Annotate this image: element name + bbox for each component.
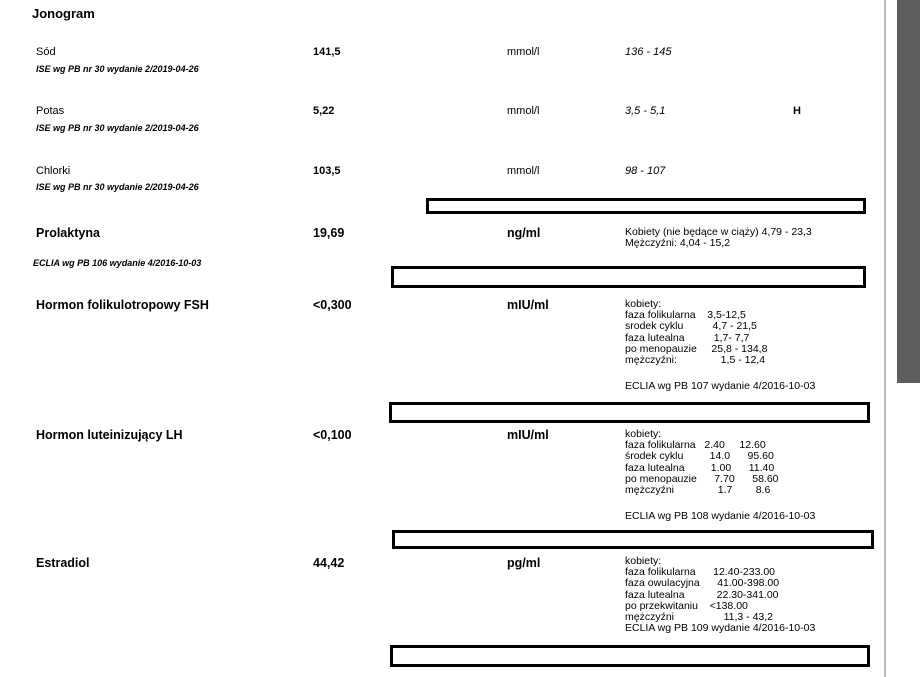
test-ref-fsh: kobiety: faza folikularna 3,5-12,5 srodek cyklu 4,7 - 21,5 faza lutealna 1,7- 7,7 po menopauzie 25,8 - 134,8 mężczyźni: 1,5 - 12,4 xyxy=(625,298,768,367)
test-ref-chlorki: 98 - 107 xyxy=(625,165,666,177)
test-value-fsh: <0,300 xyxy=(313,298,352,312)
test-name-lh: Hormon luteinizujący LH xyxy=(36,428,183,442)
test-unit-sod: mmol/l xyxy=(507,46,540,58)
test-unit-estradiol: pg/ml xyxy=(507,556,541,570)
test-unit-prolaktyna: ng/ml xyxy=(507,226,541,240)
test-name-sod: Sód xyxy=(36,46,56,58)
test-value-prolaktyna: 19,69 xyxy=(313,226,345,240)
test-unit-potas: mmol/l xyxy=(507,105,540,117)
test-ref-prolaktyna: Kobiety (nie będące w ciąży) 4,79 - 23,3 Mężczyźni: 4,04 - 15,2 xyxy=(625,226,812,250)
test-method-chlorki: ISE wg PB nr 30 wydanie 2/2019-04-26 xyxy=(36,182,199,192)
test-value-potas: 5,22 xyxy=(313,105,335,117)
test-unit-chlorki: mmol/l xyxy=(507,165,540,177)
test-method-lh: ECLIA wg PB 108 wydanie 4/2016-10-03 xyxy=(625,510,816,522)
test-value-estradiol: 44,42 xyxy=(313,556,345,570)
test-method-potas: ISE wg PB nr 30 wydanie 2/2019-04-26 xyxy=(36,123,199,133)
redaction-box xyxy=(391,266,866,288)
test-value-lh: <0,100 xyxy=(313,428,352,442)
test-name-chlorki: Chlorki xyxy=(36,165,71,177)
test-name-fsh: Hormon folikulotropowy FSH xyxy=(36,298,209,312)
test-ref-lh: kobiety: faza folikularna 2.40 12.60 środek cyklu 14.0 95.60 faza lutealna 1.00 11.40 po menopauzie 7.70 58.60 mężczyźni 1.7 8.6 xyxy=(625,428,779,497)
vertical-scrollbar-thumb[interactable] xyxy=(897,0,920,383)
test-ref-potas: 3,5 - 5,1 xyxy=(625,105,666,117)
test-method-fsh: ECLIA wg PB 107 wydanie 4/2016-10-03 xyxy=(625,380,816,392)
test-name-estradiol: Estradiol xyxy=(36,556,90,570)
test-name-potas: Potas xyxy=(36,105,65,117)
test-unit-fsh: mIU/ml xyxy=(507,298,549,312)
redaction-box xyxy=(389,402,870,423)
test-method-prolaktyna: ECLIA wg PB 106 wydanie 4/2016-10-03 xyxy=(33,258,202,268)
test-value-sod: 141,5 xyxy=(313,46,341,58)
redaction-box xyxy=(390,645,870,667)
test-name-prolaktyna: Prolaktyna xyxy=(36,226,100,240)
redaction-box xyxy=(392,530,874,549)
section-title: Jonogram xyxy=(32,6,95,21)
test-unit-lh: mIU/ml xyxy=(507,428,549,442)
redaction-box xyxy=(426,198,866,214)
test-ref-sod: 136 - 145 xyxy=(625,46,672,58)
test-value-chlorki: 103,5 xyxy=(313,165,341,177)
test-ref-estradiol: kobiety: faza folikularna 12.40-233.00 faza owulacyjna 41.00-398.00 faza lutealna 22.30-341.00 po przekwitaniu <138.00 mężczyźni 11,3 - 43,2 ECLIA wg PB 109 wydanie 4/2016-10-03 xyxy=(625,555,816,635)
test-method-sod: ISE wg PB nr 30 wydanie 2/2019-04-26 xyxy=(36,64,199,74)
test-flag-potas: H xyxy=(793,105,801,117)
